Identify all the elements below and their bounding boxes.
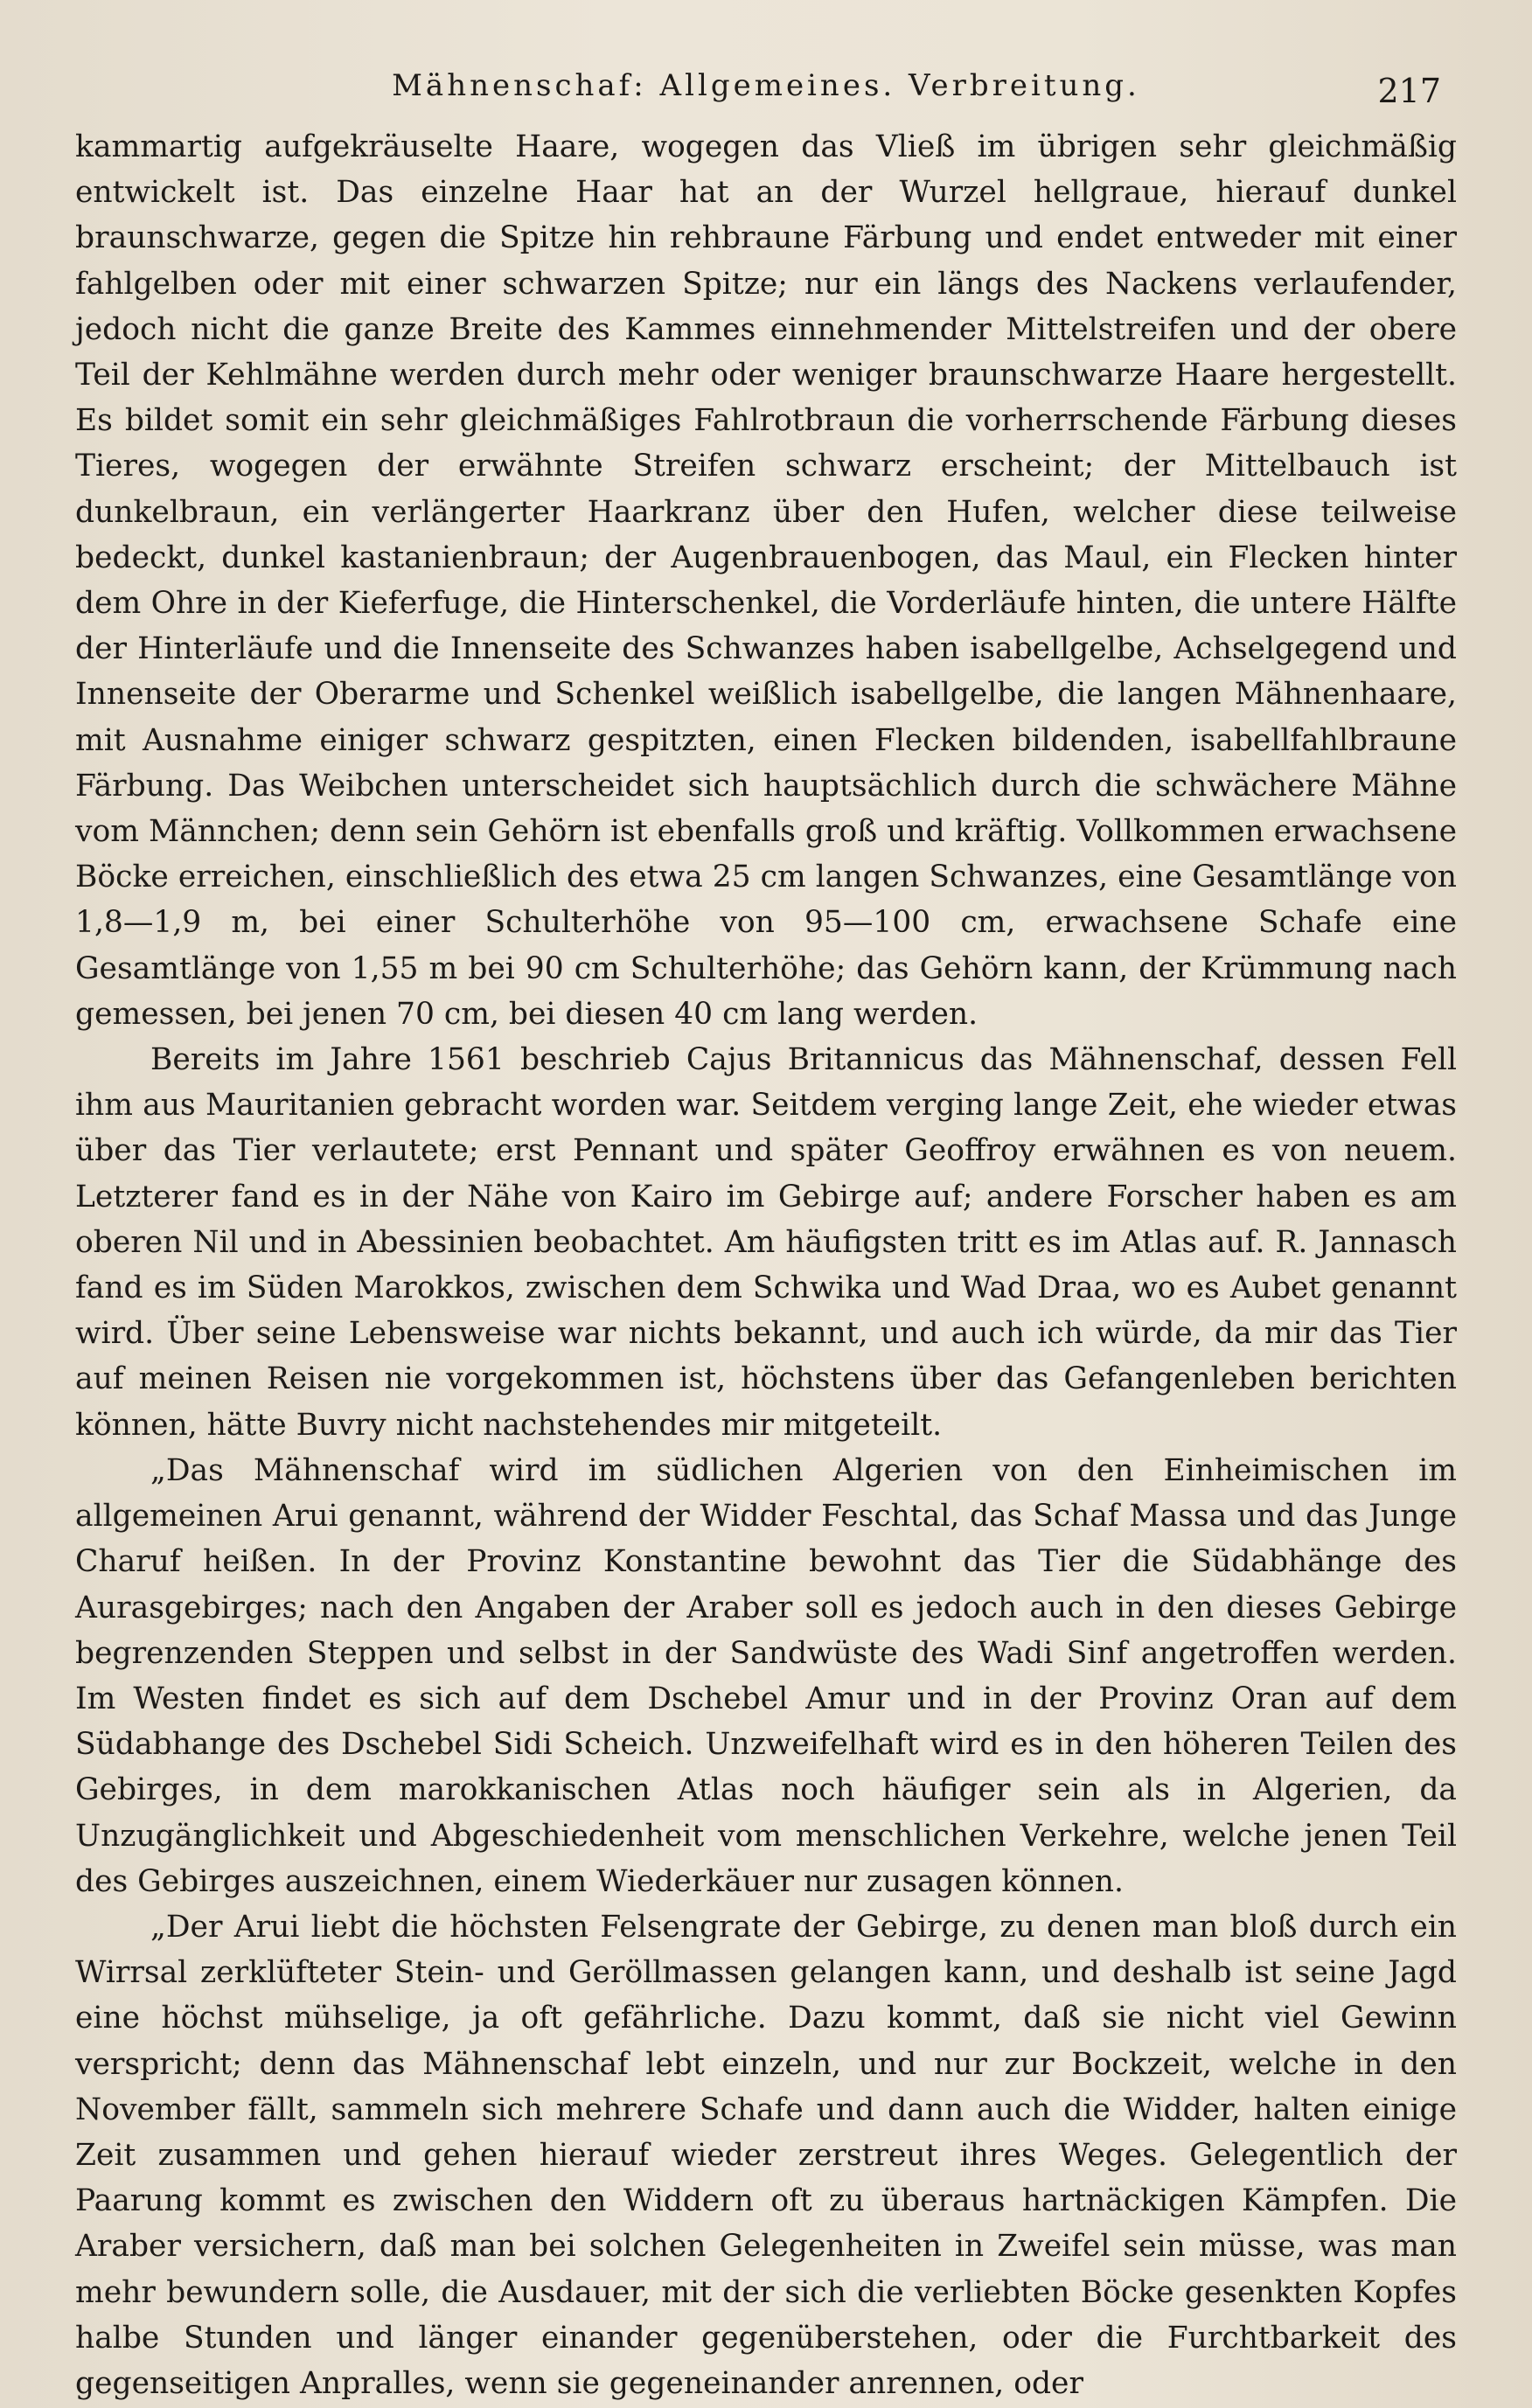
body-text [75, 124, 1457, 2406]
page-header [77, 68, 1455, 121]
paragraph-distribution-quote: „Das Mähnenschaf wird im südlichen Algerien von den Einheimischen im allgemeinen Arui genannt, während der Widder Feschtal, das Schaf Massa und das Junge Charuf heißen. In der Provinz Konstantine bewohnt das Tier die Südabhänge des Aurasgebirges; nach den Angaben der Araber soll es jedoch auch in den dieses Gebirge begrenzenden Steppen und selbst in der Sandwüste des Wadi Sinf angetroffen werden. Im Westen findet es sich auf dem Dschebel Amur und in der Provinz Oran auf dem Südabhange des Dschebel Sidi Scheich. Unzweifelhaft wird es in den höheren Teilen des Gebirges, in dem marokkanischen Atlas noch häufiger sein als in Algerien, da Unzugänglichkeit und Abgeschiedenheit vom menschlichen Verkehre, welche jenen Teil des Gebirges auszeichnen, einem Wiederkäuer nur zusagen können. [75, 1452, 1457, 1899]
paragraph-description: kammartig aufgekräuselte Haare, wogegen das Vließ im übrigen sehr gleichmäßig entwickelt ist. Das einzelne Haar hat an der Wurzel hellgraue, hierauf dunkel braunschwarze, gegen die Spitze hin rehbraune Färbung und endet entweder mit einer fahlgelben oder mit einer schwarzen Spitze; nur ein längs des Nackens verlaufender, jedoch nicht die ganze Breite des Kammes einnehmender Mittelstreifen und der obere Teil der Kehlmähne werden durch mehr oder weniger braunschwarze Haare hergestellt. Es bildet somit ein sehr gleichmäßiges Fahlrotbraun die vorherrschende Färbung dieses Tieres, wogegen der erwähnte Streifen schwarz erscheint; der Mittelbauch ist dunkelbraun, ein verlängerter Haarkranz über den Hufen, welcher diese teilweise bedeckt, dunkel kastanienbraun; der Augenbrauenbogen, das Maul, ein Flecken hinter dem Ohre in der Kieferfuge, die Hinterschenkel, die Vorderläufe hinten, die untere Hälfte der Hinterläufe und die Innenseite des Schwanzes haben isabellgelbe, Achselgegend und Innenseite der Oberarme und Schenkel weißlich isabellgelbe, die langen Mähnenhaare, mit Ausnahme einiger schwarz gespitzten, einen Flecken bildenden, isabellfahlbraune Färbung. Das Weibchen unterscheidet sich hauptsächlich durch die schwächere Mähne vom Männchen; denn sein Gehörn ist ebenfalls groß und kräftig. Vollkommen erwachsene Böcke erreichen, einschließlich des etwa 25 cm langen Schwanzes, eine Gesamtlänge von 1,8—1,9 m, bei einer Schulterhöhe von 95—100 cm, erwachsene Schafe eine Gesamtlänge von 1,55 m bei 90 cm Schulterhöhe; das Gehörn kann, der Krümmung nach gemessen, bei jenen 70 cm, bei diesen 40 cm lang werden. [75, 129, 1457, 1032]
page-number: 217 [1377, 72, 1441, 110]
paragraph-history: Bereits im Jahre 1561 beschrieb Cajus Britannicus das Mähnenschaf, dessen Fell ihm aus Mauritanien gebracht worden war. Seitdem verging lange Zeit, ehe wieder etwas über das Tier verlautete; erst Pennant und später Geoffroy erwähnen es von neuem. Letzterer fand es in der Nähe von Kairo im Gebirge auf; andere Forscher haben es am oberen Nil und in Abessinien beobachtet. Am häufigsten tritt es im Atlas auf. R. Jannasch fand es im Süden Marokkos, zwischen dem Schwika und Wad Draa, wo es Aubet genannt wird. Über seine Lebensweise war nichts bekannt, und auch ich würde, da mir das Tier auf meinen Reisen nie vorgekommen ist, höchstens über das Gefangenleben berichten können, hätte Buvry nicht nachstehendes mir mitgeteilt. [75, 1042, 1457, 1443]
running-title: Mähnenschaf: Allgemeines. Verbreitung. [392, 68, 1140, 103]
paragraph-habits-quote: „Der Arui liebt die höchsten Felsengrate der Gebirge, zu denen man bloß durch ein Wirrsal zerklüfteter Stein- und Geröllmassen gelangen kann, und deshalb ist seine Jagd eine höchst mühselige, ja oft gefährliche. Dazu kommt, daß sie nicht viel Gewinn verspricht; denn das Mähnenschaf lebt einzeln, und nur zur Bockzeit, welche in den November fällt, sammeln sich mehrere Schafe und dann auch die Widder, halten einige Zeit zusammen und gehen hierauf wieder zerstreut ihres Weges. Gelegentlich der Paarung kommt es zwischen den Widdern oft zu überaus hartnäckigen Kämpfen. Die Araber versichern, daß man bei solchen Gelegenheiten in Zweifel sein müsse, was man mehr bewundern solle, die Ausdauer, mit der sich die verliebten Böcke gesenkten Kopfes halbe Stunden und länger einander gegenüberstehen, oder die Furchtbarkeit des gegenseitigen Anpralles, wenn sie gegeneinander anrennen, oder [75, 1909, 1457, 2401]
